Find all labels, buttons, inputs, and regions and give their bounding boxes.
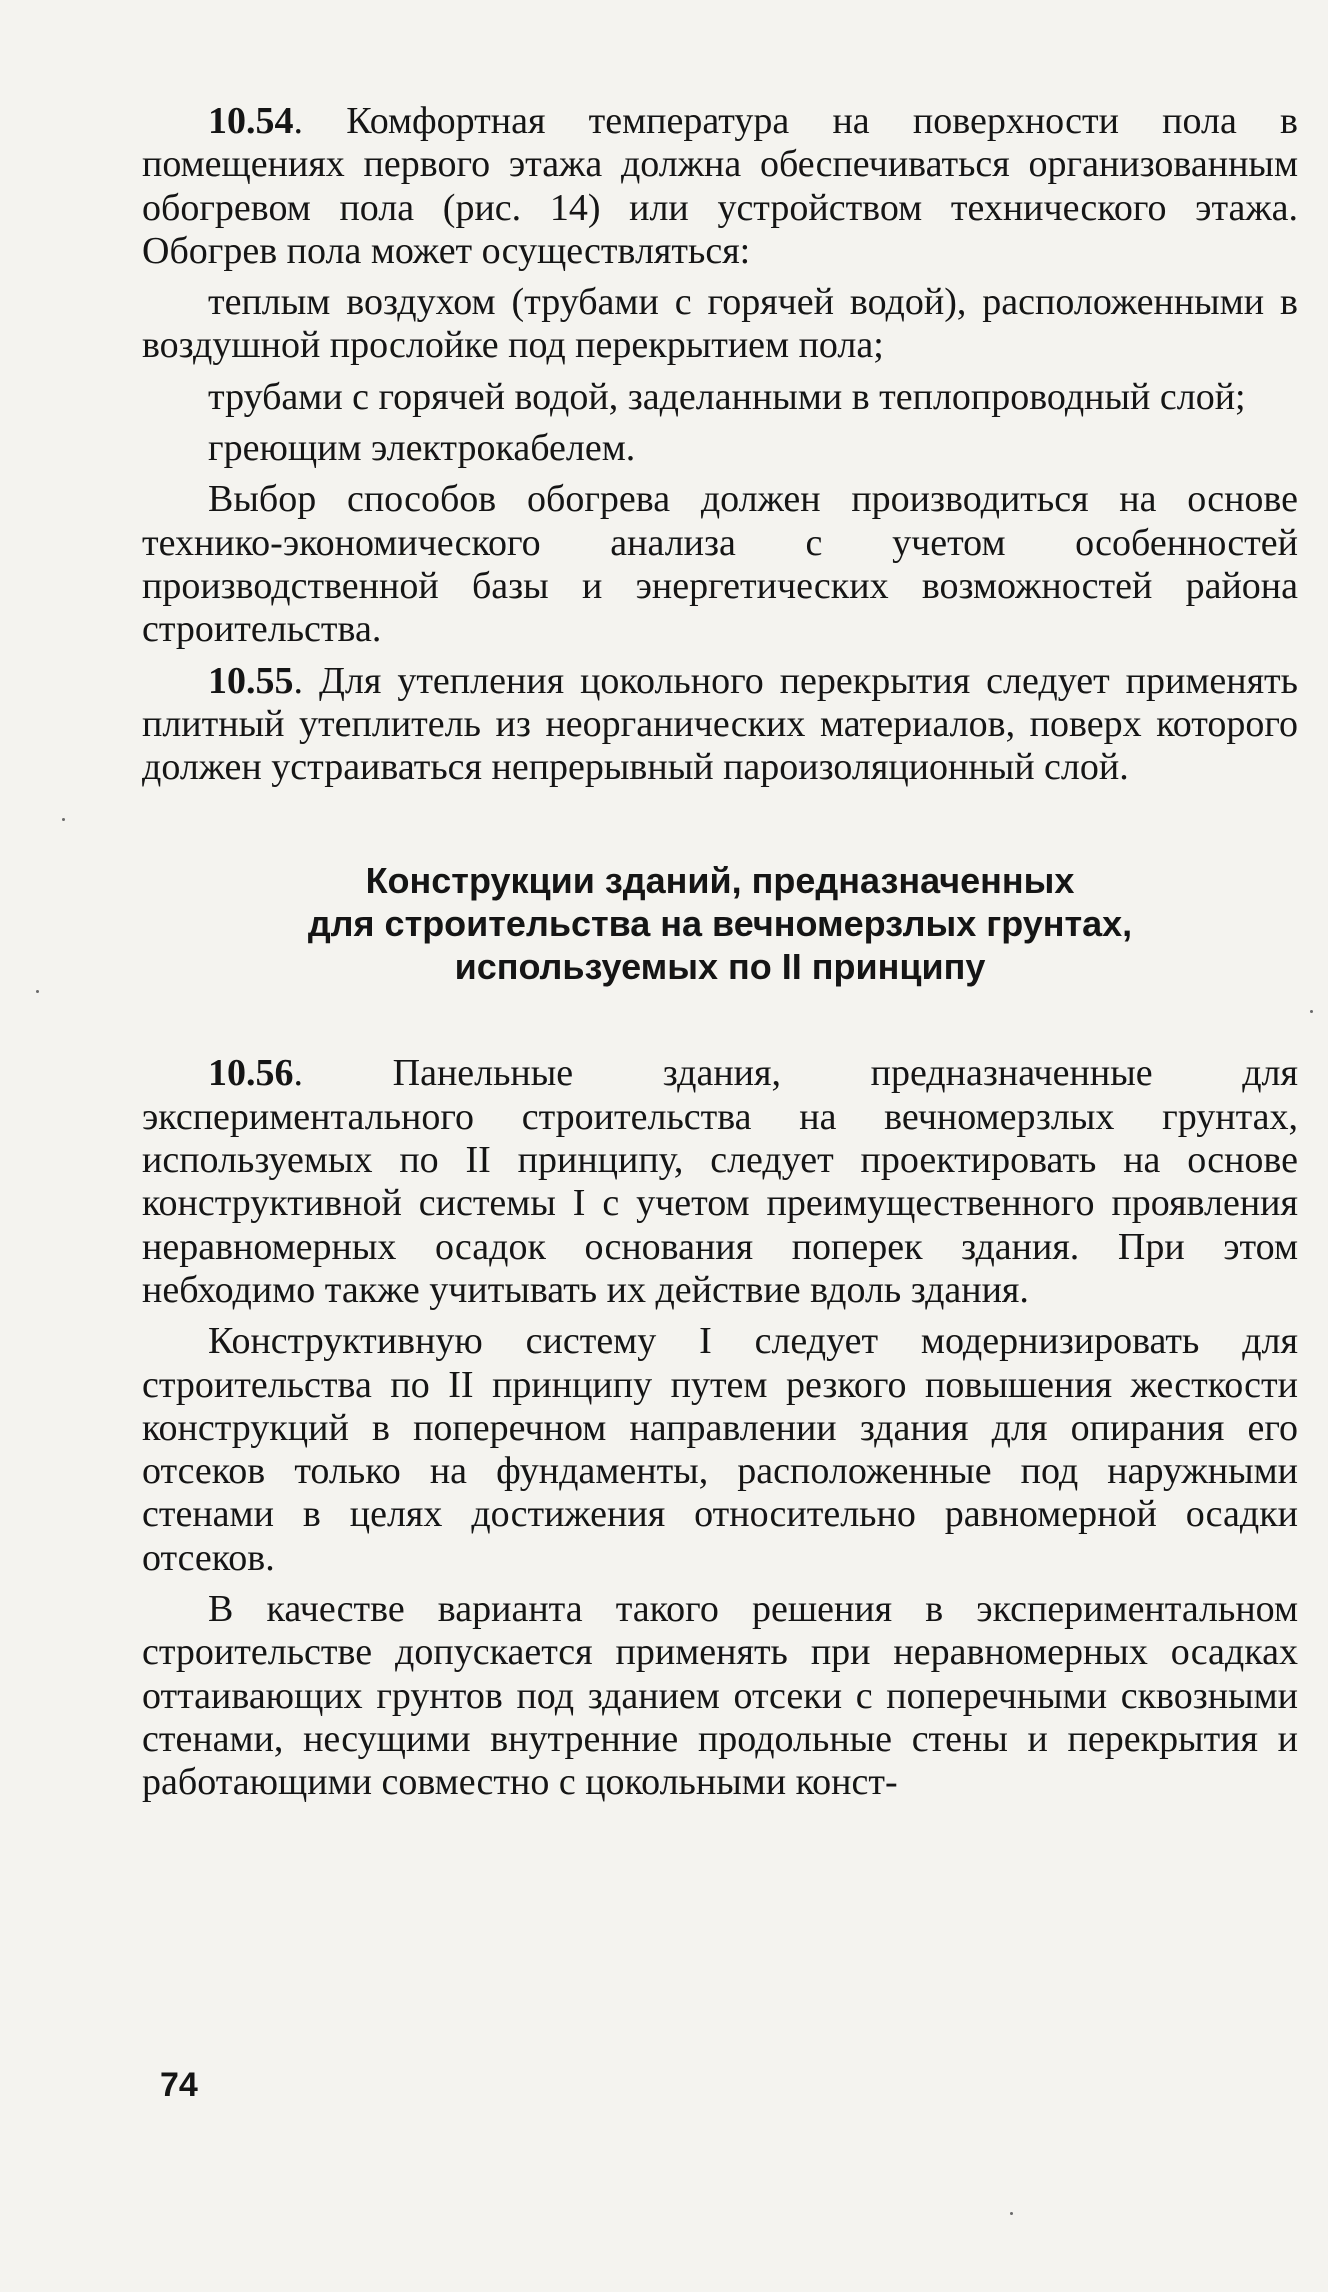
heading-line: Конструкции зданий, предназначенных	[365, 860, 1075, 902]
page-body	[142, 100, 1298, 1805]
list-item-warm-air: теплым воздухом (трубами с горячей водой), расположенными в воздушной прослойке под перекрытием пола;	[142, 281, 1298, 367]
paragraph-text: . Панельные здания, предназначенные для экспериментального строительства на вечномерзлых грунтах, используемых по II принципу, следует проектировать на основе конструктивной системы I с учетом преимущественного проявления неравномерных осадок основания поперек здания. При этом небходимо также учитывать их действие вдоль здания.	[142, 1052, 1298, 1311]
section-heading	[142, 859, 1298, 988]
paragraph-text: . Комфортная температура на поверхности пола в помещениях первого этажа должна обеспечиваться организованным обогревом пола (рис. 14) или устройством технического этажа. Обогрев пола может осуществляться:	[142, 100, 1298, 272]
list-item-heating-cable: греющим электрокабелем.	[208, 427, 636, 470]
scan-speck	[36, 990, 39, 993]
heading-line: используемых по II принципу	[454, 946, 986, 988]
paragraph-system-modernization: Конструктивную систему I следует модернизировать для строительства по II принципу путем резкого повышения жесткости конструкций в поперечном направлении здания для опирания его отсеков только на фундаменты, расположенные под наружными стенами в целях достижения относительно равномерной осадки отсеков.	[142, 1320, 1298, 1579]
clause-number: 10.55	[208, 659, 294, 702]
page-number: 74	[160, 2066, 198, 2104]
paragraph-10-55	[142, 660, 1298, 790]
scan-speck	[62, 818, 65, 821]
paragraph-10-56	[142, 1052, 1298, 1312]
clause-number: 10.56	[208, 1052, 294, 1095]
paragraph-10-54	[142, 100, 1298, 273]
paragraph-variant: В качестве варианта такого решения в экспериментальном строительстве допускается применять при неравномерных осадках оттаивающих грунтов под зданием отсеки с поперечными сквозными стенами, несущими внутренние продольные стены и перекрытия и работающими совместно с цокольными конст-	[142, 1588, 1298, 1804]
paragraph-text: . Для утепления цокольного перекрытия следует применять плитный утеплитель из неорганических материалов, поверх которого должен устраиваться непрерывный пароизоляционный слой.	[142, 659, 1298, 789]
scan-speck	[1010, 2212, 1013, 2215]
paragraph-heating-choice: Выбор способов обогрева должен производиться на основе технико-экономического анализа с учетом особенностей производственной базы и энергетических возможностей района строительства.	[142, 478, 1298, 651]
scan-speck	[1310, 1010, 1313, 1013]
clause-number: 10.54	[208, 100, 294, 142]
heading-line: для строительства на вечномерзлых грунтах,	[307, 903, 1133, 945]
list-item-hot-water-pipes: трубами с горячей водой, заделанными в теплопроводный слой;	[208, 375, 1246, 418]
